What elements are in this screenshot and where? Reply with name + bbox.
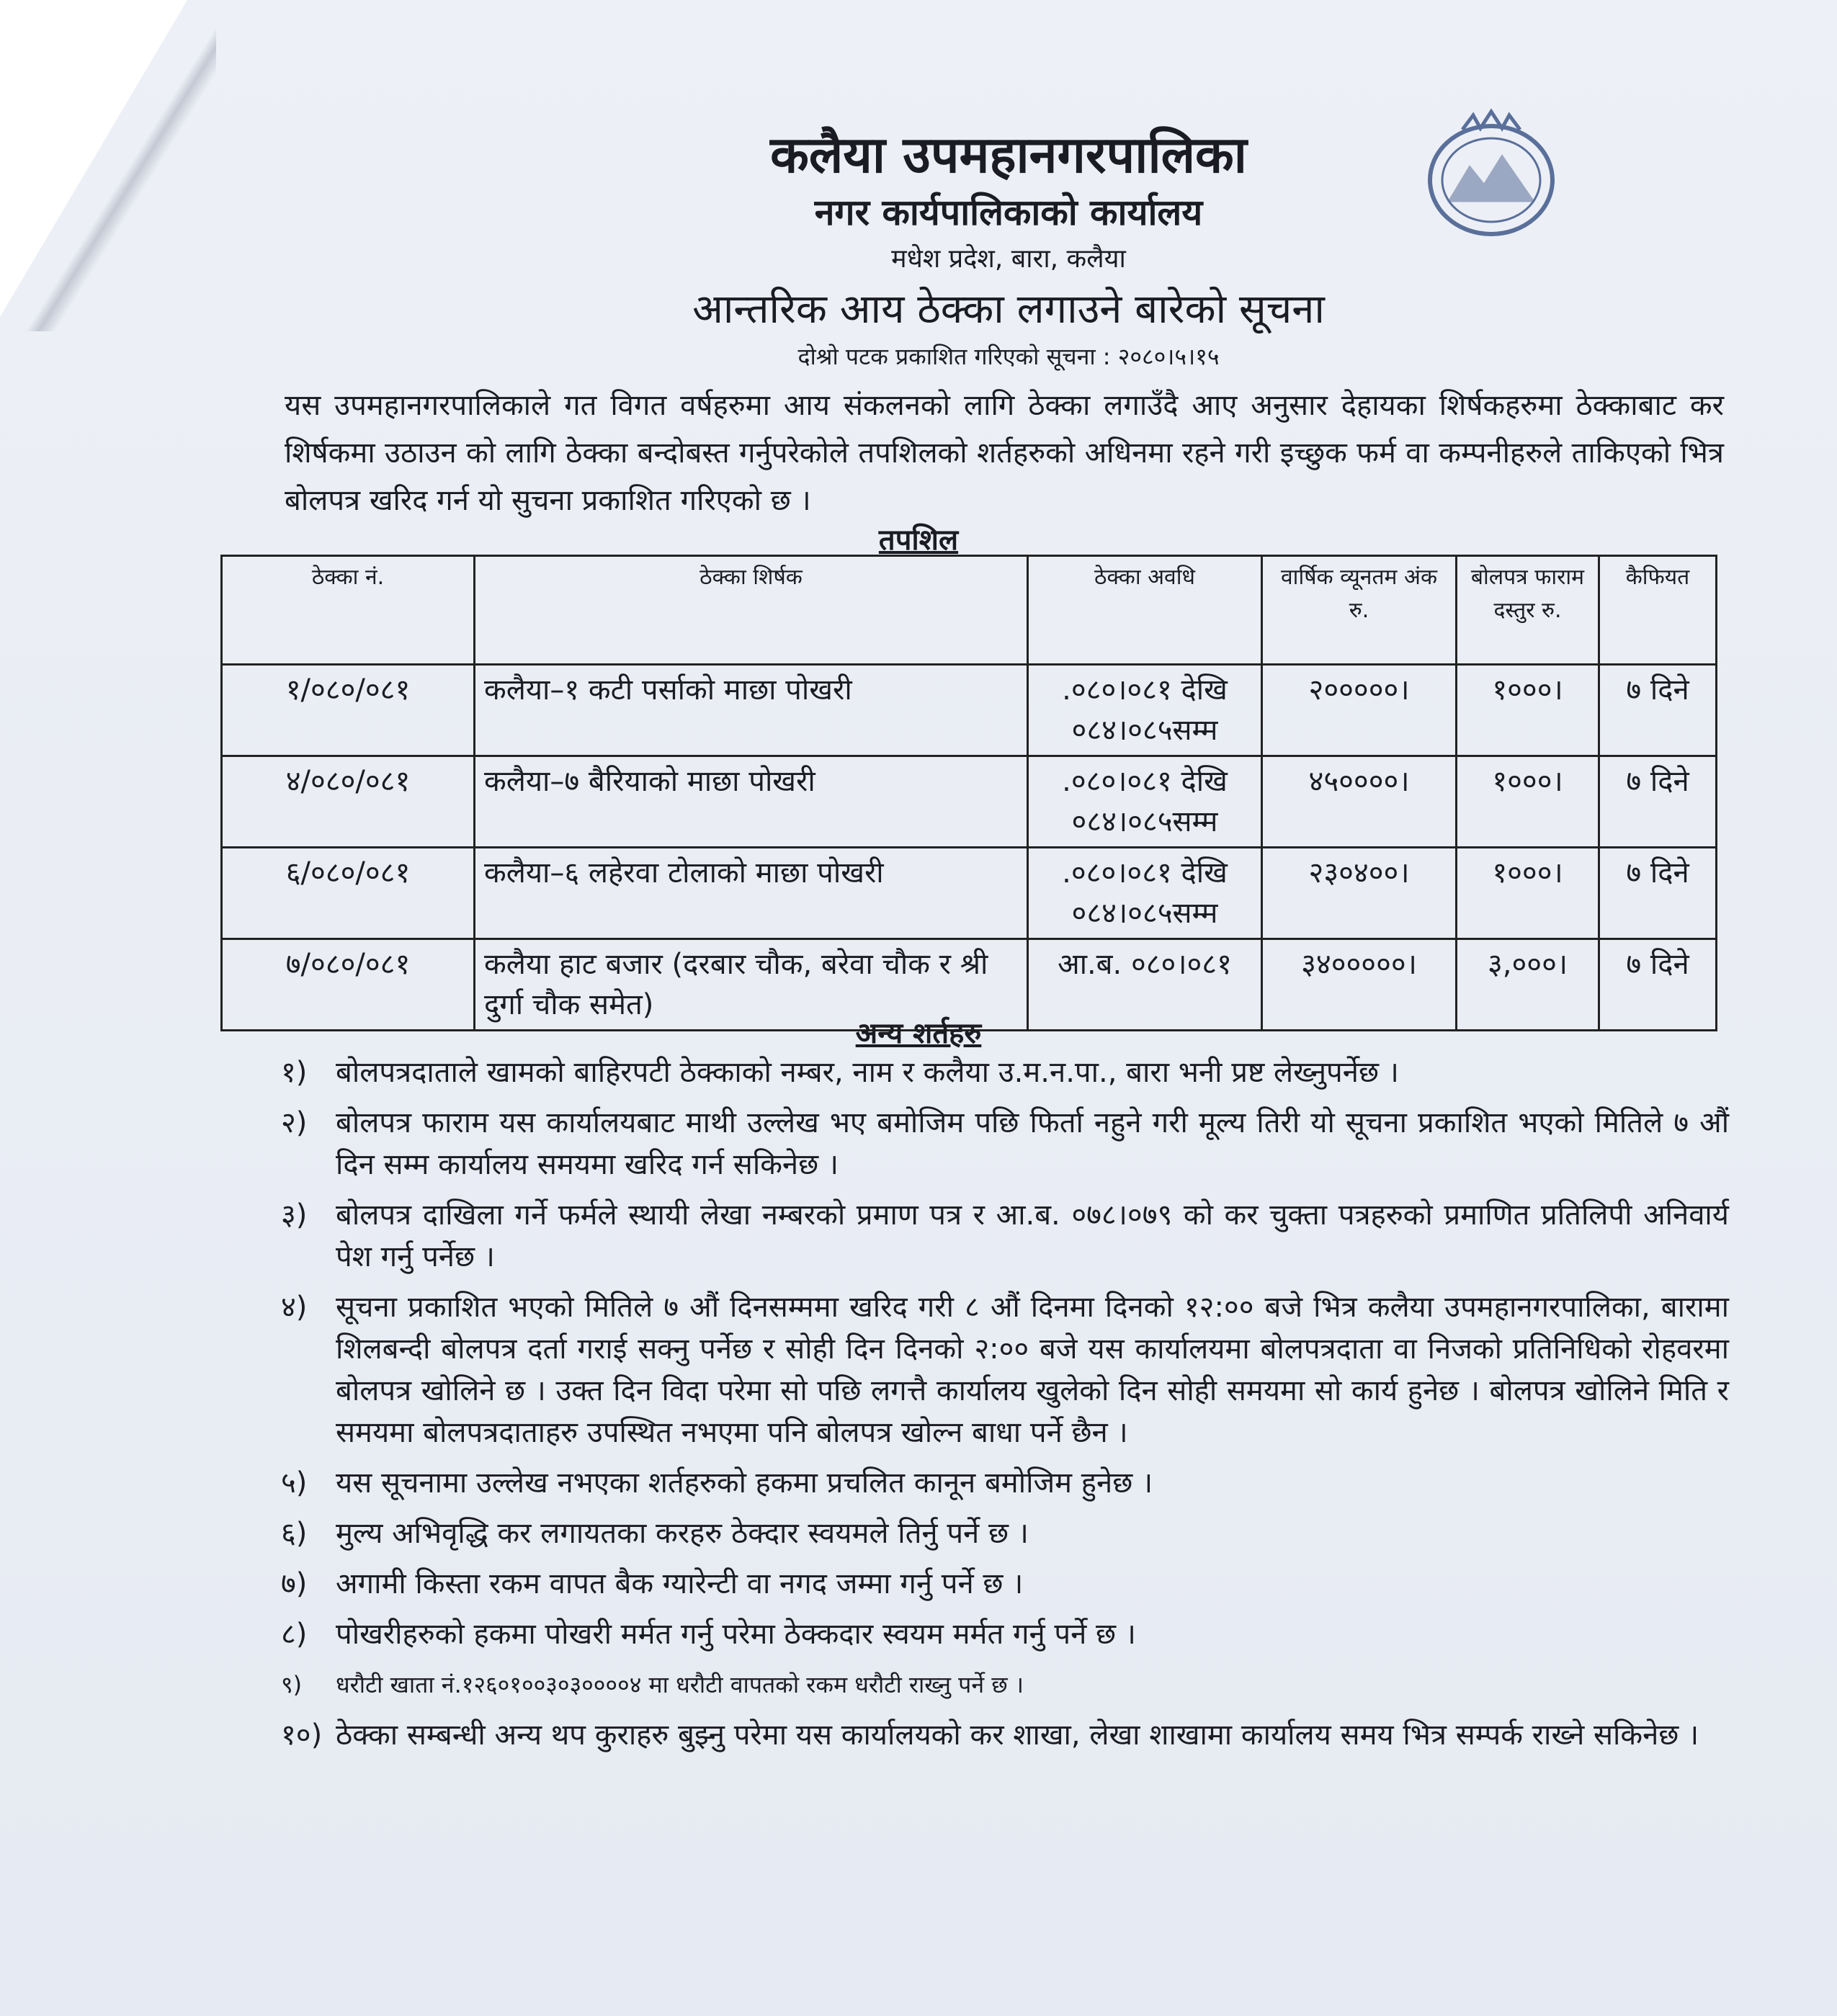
publish-note: दोश्रो पटक प्रकाशित गरिएको सूचना : २०८०।५।१५: [797, 343, 1220, 370]
intro-paragraph: यस उपमहानगरपालिकाले गत विगत वर्षहरुमा आय संकलनको लागि ठेक्का लगाउँदै आए अनुसार देहायका शिर्षकहरुमा ठेक्काबाट कर शिर्षकमा उठाउन को लागि ठेक्का बन्दोबस्त गर्नुपरेकोले तपशिलको शर्तहरुको अधिनमा रहने गरी इच्छुक फर्म वा कम्पनीहरुले ताकिएको भित्र बोलपत्र खरिद गर्न यो सुचना प्रकाशित गरिएको छ ।: [285, 389, 1724, 517]
term-text: यस सूचनामा उल्लेख नभएका शर्तहरुको हकमा प्रचलित कानून बमोजिम हुनेछ ।: [336, 1466, 1153, 1500]
header-min-amount: वार्षिक व्यूनतम अंक रु.: [1262, 556, 1457, 665]
term-number: ८): [281, 1618, 308, 1651]
term-number: ७): [281, 1567, 308, 1600]
cell-form-fee: १०००।: [1457, 848, 1599, 939]
table-header-row: [222, 556, 1717, 665]
table-heading: तपशिल: [878, 524, 959, 557]
term-text: धरौटी खाता नं.१२६०१००३०३००००४ मा धरौटी वापतको रकम धरौटी राख्नु पर्ने छ ।: [336, 1671, 1024, 1698]
cell-contract-period: आ.ब. ०८०।०८१: [1028, 939, 1262, 1031]
municipality-title: कलैया उपमहानगरपालिका: [770, 125, 1247, 184]
table-row: [222, 665, 1717, 756]
cell-contract-no: ७/०८०/०८१: [222, 939, 475, 1031]
cell-contract-period: .०८०।०८१ देखि ०८४।०८५सम्म: [1028, 665, 1262, 756]
official-seal-stamp: [1354, 86, 1628, 360]
term-number: ९): [281, 1671, 303, 1698]
cell-min-amount: ३४०००००।: [1262, 939, 1457, 1031]
cell-contract-title: कलैया–६ लहेरवा टोलाको माछा पोखरी: [475, 848, 1028, 939]
cell-contract-period: .०८०।०८१ देखि ०८४।०८५सम्म: [1028, 756, 1262, 848]
list-item: [281, 1286, 1729, 1453]
term-text: बोलपत्र दाखिला गर्ने फर्मले स्थायी लेखा नम्बरको प्रमाण पत्र र आ.ब. ०७८।०७९ को कर चुक्ता पत्रहरुको प्रमाणित प्रतिलिपी अनिवार्य पेश गर्नु पर्नेछ ।: [336, 1199, 1729, 1273]
term-number: ६): [281, 1517, 308, 1550]
term-number: ५): [281, 1466, 308, 1500]
list-item: [281, 1563, 1729, 1605]
list-item: [281, 1714, 1729, 1756]
cell-contract-no: १/०८०/०८१: [222, 665, 475, 756]
term-text: ठेक्का सम्बन्धी अन्य थप कुराहरु बुझ्नु परेमा यस कार्यालयको कर शाखा, लेखा शाखामा कार्यालय समय भित्र सम्पर्क राख्ने सकिनेछ ।: [336, 1719, 1699, 1752]
term-text: बोलपत्रदाताले खामको बाहिरपटी ठेक्काको नम्बर, नाम र कलैया उ.म.न.पा., बारा भनी प्रष्ट लेख्नुपर्नेछ ।: [336, 1056, 1399, 1089]
cell-min-amount: २०००००।: [1262, 665, 1457, 756]
header-contract-period: ठेक्का अवधि: [1028, 556, 1262, 665]
office-address: मधेश प्रदेश, बारा, कलैया: [891, 244, 1126, 274]
list-item: [281, 1613, 1729, 1655]
list-item: [281, 1513, 1729, 1554]
term-text: बोलपत्र फाराम यस कार्यालयबाट माथी उल्लेख भए बमोजिम पछि फिर्ता नहुने गरी मूल्य तिरी यो सूचना प्रकाशित भएको मितिले ७ औं दिन सम्म कार्यालय समयमा खरिद गर्न सकिनेछ ।: [336, 1106, 1729, 1181]
cell-contract-period: .०८०।०८१ देखि ०८४।०८५सम्म: [1028, 848, 1262, 939]
header-contract-no: ठेक्का नं.: [222, 556, 475, 665]
terms-heading: अन्य शर्तहरु: [855, 1017, 982, 1050]
cell-form-fee: १०००।: [1457, 756, 1599, 848]
cell-form-fee: ३,०००।: [1457, 939, 1599, 1031]
term-number: १०): [281, 1719, 323, 1752]
cell-contract-no: ६/०८०/०८१: [222, 848, 475, 939]
list-item: [281, 1462, 1729, 1504]
list-item: [281, 1194, 1729, 1278]
cell-remarks: ७ दिने: [1599, 848, 1717, 939]
term-number: ३): [281, 1199, 308, 1232]
cell-remarks: ७ दिने: [1599, 756, 1717, 848]
table-row: [222, 756, 1717, 848]
notice-title: आन्तरिक आय ठेक्का लगाउने बारेको सूचना: [692, 286, 1325, 333]
header-contract-title: ठेक्का शिर्षक: [475, 556, 1028, 665]
term-text: सूचना प्रकाशित भएको मितिले ७ औं दिनसम्ममा खरिद गरी ८ औं दिनमा दिनको १२:०० बजे भित्र कलैया उपमहानगरपालिका, बारामा शिलबन्दी बोलपत्र दर्ता गराई सक्नु पर्नेछ र सोही दिन दिनको २:०० बजे यस कार्यालयमा बोलपत्रदाता वा निजको प्रतिनिधिको रोहवरमा बोलपत्र खोलिने छ । उक्त दिन विदा परेमा सो पछि लगत्तै कार्यालय खुलेको दिन सोही समयमा सो कार्य हुनेछ । बोलपत्र खोलिने मिति र समयमा बोलपत्रदाताहरु उपस्थित नभएमा पनि बोलपत्र खोल्न बाधा पर्ने छैन ।: [336, 1291, 1729, 1449]
cell-remarks: ७ दिने: [1599, 665, 1717, 756]
term-text: पोखरीहरुको हकमा पोखरी मर्मत गर्नु परेमा ठेक्कदार स्वयम मर्मत गर्नु पर्ने छ ।: [336, 1618, 1136, 1651]
term-text: मुल्य अभिवृद्धि कर लगायतका करहरु ठेक्दार स्वयमले तिर्नु पर्ने छ ।: [336, 1517, 1029, 1550]
office-name: नगर कार्यपालिकाको कार्यालय: [814, 191, 1203, 233]
header-form-fee: बोलपत्र फाराम दस्तुर रु.: [1457, 556, 1599, 665]
term-number: २): [281, 1106, 308, 1139]
header-remarks: कैफियत: [1599, 556, 1717, 665]
cell-min-amount: ४५००००।: [1262, 756, 1457, 848]
list-item: [281, 1102, 1729, 1186]
cell-remarks: ७ दिने: [1599, 939, 1717, 1031]
terms-list: [281, 1052, 1729, 1765]
contract-table: [220, 555, 1717, 1031]
cell-form-fee: १०००।: [1457, 665, 1599, 756]
term-number: १): [281, 1056, 308, 1089]
cell-min-amount: २३०४००।: [1262, 848, 1457, 939]
cell-contract-title: कलैया–७ बैरियाको माछा पोखरी: [475, 756, 1028, 848]
list-item: [281, 1664, 1729, 1706]
term-number: ४): [281, 1291, 308, 1324]
cell-contract-no: ४/०८०/०८१: [222, 756, 475, 848]
term-text: अगामी किस्ता रकम वापत बैक ग्यारेन्टी वा नगद जम्मा गर्नु पर्ने छ ।: [336, 1567, 1024, 1600]
table-row: [222, 848, 1717, 939]
list-item: [281, 1052, 1729, 1093]
cell-contract-title: कलैया–१ कटी पर्साको माछा पोखरी: [475, 665, 1028, 756]
cell-contract-title: कलैया हाट बजार (दरबार चौक, बरेवा चौक र श्री दुर्गा चौक समेत): [475, 939, 1028, 1031]
